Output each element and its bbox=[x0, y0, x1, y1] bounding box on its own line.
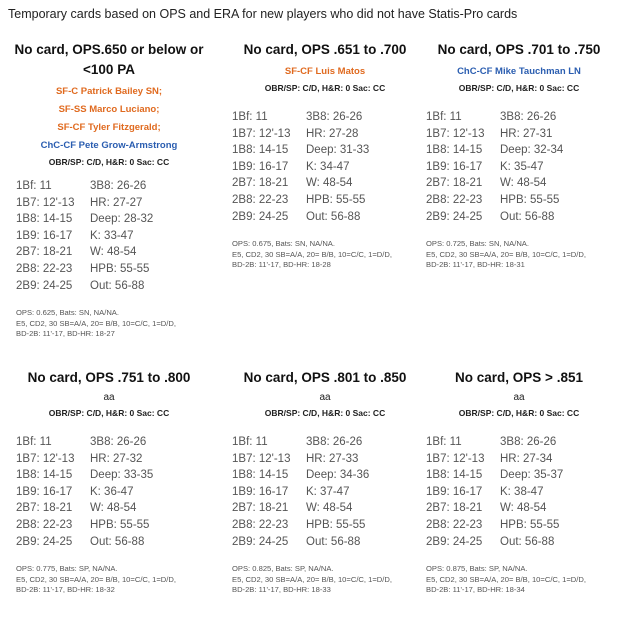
note-line: BD-2B: 11'-17, BD-HR: 18-32 bbox=[16, 584, 115, 594]
result-right: K: 35-47 bbox=[500, 160, 544, 173]
result-right: Deep: 35-37 bbox=[500, 469, 564, 482]
placeholder-text: aa bbox=[513, 392, 525, 403]
card-ops-751-800 bbox=[6, 368, 212, 595]
result-grid bbox=[232, 109, 428, 225]
card-title: No card, OPS .801 to .850 bbox=[243, 370, 407, 385]
note-line: BD-2B: 11'-17, BD-HR: 18-34 bbox=[426, 584, 525, 594]
page-header: Temporary cards based on OPS and ERA for new players who did not have Statis-Pro cards bbox=[8, 7, 518, 21]
card-title: No card, OPS .651 to .700 bbox=[243, 42, 407, 57]
result-right: HPB: 55-55 bbox=[90, 518, 150, 531]
result-right: Deep: 28-32 bbox=[90, 213, 154, 226]
note-line: BD-2B: 11'-17, BD-HR: 18-33 bbox=[232, 584, 331, 594]
note-line: OPS: 0.675, Bats: SN, NA/NA. bbox=[232, 239, 335, 249]
result-right: K: 36-47 bbox=[90, 485, 134, 498]
result-right: HR: 27-31 bbox=[500, 127, 553, 140]
player-list bbox=[222, 63, 428, 81]
note-line: OPS: 0.725, Bats: SN, NA/NA. bbox=[426, 239, 529, 249]
result-left: 1Bf: 11 bbox=[232, 111, 268, 123]
result-left: 1B7: 12'-13 bbox=[16, 452, 75, 465]
result-left: 1B7: 12'-13 bbox=[232, 127, 291, 140]
result-grid bbox=[232, 434, 428, 550]
result-right: W: 48-54 bbox=[500, 177, 547, 190]
result-left: 2B7: 18-21 bbox=[16, 502, 73, 515]
result-right: HPB: 55-55 bbox=[500, 193, 560, 206]
player-name: ChC-CF Pete Grow-Armstrong bbox=[40, 140, 178, 151]
result-right: Deep: 31-33 bbox=[306, 144, 370, 157]
result-right: K: 33-47 bbox=[90, 229, 134, 242]
result-right: W: 48-54 bbox=[306, 177, 353, 190]
player-name: SF-C Patrick Bailey SN; bbox=[55, 86, 163, 97]
result-right: HPB: 55-55 bbox=[306, 193, 366, 206]
note-line: OPS: 0.825, Bats: SP, NA/NA. bbox=[232, 564, 334, 574]
card-title: No card, OPS > .851 bbox=[455, 370, 583, 385]
result-left: 1Bf: 11 bbox=[16, 180, 52, 192]
result-right: HPB: 55-55 bbox=[306, 518, 366, 531]
note-line: OPS: 0.775, Bats: SP, NA/NA. bbox=[16, 564, 118, 574]
result-right: HR: 27-32 bbox=[90, 452, 143, 465]
result-right: Out: 56-88 bbox=[306, 535, 361, 548]
note-line: E5, CD2, 30 SB=A/A, 20= B/B, 10=C/C, 1=D/D, bbox=[232, 574, 392, 584]
card-title: No card, OPS .701 to .750 bbox=[437, 42, 601, 57]
result-grid bbox=[16, 178, 212, 294]
player-name: SF-CF Luis Matos bbox=[284, 66, 366, 77]
result-right: Out: 56-88 bbox=[90, 279, 145, 292]
result-left: 2B8: 22-23 bbox=[232, 193, 289, 206]
note-line: OPS: 0.875, Bats: SP, NA/NA. bbox=[426, 564, 528, 574]
result-left: 2B9: 24-25 bbox=[232, 535, 289, 548]
card-title: No card, OPS.650 or below or <100 PA bbox=[14, 42, 204, 77]
card-rules: OBR/SP: C/D, H&R: 0 Sac: CC bbox=[264, 83, 386, 93]
result-left: 1B9: 16-17 bbox=[426, 160, 483, 173]
result-left: 1B9: 16-17 bbox=[232, 485, 289, 498]
result-left: 1B9: 16-17 bbox=[16, 229, 73, 242]
card-ops-851-above bbox=[416, 368, 622, 595]
result-right: W: 48-54 bbox=[90, 246, 137, 259]
result-left: 2B9: 24-25 bbox=[426, 535, 483, 548]
result-left: 1B8: 14-15 bbox=[16, 469, 73, 482]
result-left: 2B8: 22-23 bbox=[16, 262, 73, 275]
result-right: K: 38-47 bbox=[500, 485, 544, 498]
result-left: 1Bf: 11 bbox=[426, 111, 462, 123]
result-right: Out: 56-88 bbox=[90, 535, 145, 548]
player-name: SF-SS Marco Luciano; bbox=[58, 104, 160, 115]
card-ops-801-850 bbox=[222, 368, 428, 595]
result-left: 1B9: 16-17 bbox=[232, 160, 289, 173]
result-left: 1B7: 12'-13 bbox=[426, 127, 485, 140]
result-right: 3B8: 26-26 bbox=[500, 111, 557, 123]
result-left: 2B8: 22-23 bbox=[426, 193, 483, 206]
result-right: HR: 27-28 bbox=[306, 127, 359, 140]
card-ops-651-700 bbox=[222, 40, 428, 270]
note-line: E5, CD2, 30 SB=A/A, 20= B/B, 10=C/C, 1=D/D, bbox=[16, 318, 176, 328]
result-left: 2B8: 22-23 bbox=[16, 518, 73, 531]
result-right: 3B8: 26-26 bbox=[500, 436, 557, 448]
result-left: 2B7: 18-21 bbox=[232, 177, 289, 190]
note-line: E5, CD2, 30 SB=A/A, 20= B/B, 10=C/C, 1=D/D, bbox=[232, 249, 392, 259]
result-right: 3B8: 26-26 bbox=[306, 436, 363, 448]
result-right: 3B8: 26-26 bbox=[90, 436, 147, 448]
result-right: W: 48-54 bbox=[306, 502, 353, 515]
note-line: BD-2B: 11'-17, BD-HR: 18-31 bbox=[426, 259, 525, 269]
result-right: HPB: 55-55 bbox=[500, 518, 560, 531]
result-left: 1B8: 14-15 bbox=[16, 213, 73, 226]
card-notes bbox=[426, 239, 622, 270]
result-left: 2B9: 24-25 bbox=[16, 535, 73, 548]
card-rules: OBR/SP: C/D, H&R: 0 Sac: CC bbox=[264, 408, 386, 418]
player-list bbox=[6, 83, 212, 155]
result-left: 1B7: 12'-13 bbox=[232, 452, 291, 465]
result-right: Out: 56-88 bbox=[500, 535, 555, 548]
result-left: 2B7: 18-21 bbox=[426, 177, 483, 190]
card-rules: OBR/SP: C/D, H&R: 0 Sac: CC bbox=[48, 408, 170, 418]
note-line: BD-2B: 11'-17, BD-HR: 18-27 bbox=[16, 328, 115, 338]
result-right: HR: 27-33 bbox=[306, 452, 359, 465]
result-left: 2B7: 18-21 bbox=[16, 246, 73, 259]
result-right: K: 34-47 bbox=[306, 160, 350, 173]
card-rules: OBR/SP: C/D, H&R: 0 Sac: CC bbox=[48, 157, 170, 167]
result-left: 2B7: 18-21 bbox=[426, 502, 483, 515]
result-right: Deep: 32-34 bbox=[500, 144, 564, 157]
card-ops-650-below bbox=[6, 40, 212, 339]
result-grid bbox=[426, 434, 622, 550]
result-right: 3B8: 26-26 bbox=[90, 180, 147, 192]
note-line: OPS: 0.625, Bats: SN, NA/NA. bbox=[16, 308, 119, 318]
card-notes bbox=[232, 239, 428, 270]
result-left: 2B9: 24-25 bbox=[426, 210, 483, 223]
card-notes bbox=[232, 564, 428, 595]
result-left: 1B7: 12'-13 bbox=[16, 196, 75, 209]
result-grid bbox=[426, 109, 622, 225]
card-rules: OBR/SP: C/D, H&R: 0 Sac: CC bbox=[458, 83, 580, 93]
result-right: HR: 27-27 bbox=[90, 196, 143, 209]
result-left: 2B8: 22-23 bbox=[232, 518, 289, 531]
result-right: W: 48-54 bbox=[500, 502, 547, 515]
card-notes bbox=[16, 308, 212, 339]
card-title: No card, OPS .751 to .800 bbox=[27, 370, 191, 385]
placeholder-text: aa bbox=[319, 392, 331, 403]
result-left: 1Bf: 11 bbox=[426, 436, 462, 448]
note-line: BD-2B: 11'-17, BD-HR: 18-28 bbox=[232, 259, 331, 269]
result-right: Out: 56-88 bbox=[500, 210, 555, 223]
result-left: 1B8: 14-15 bbox=[232, 469, 289, 482]
result-grid bbox=[16, 434, 212, 550]
note-line: E5, CD2, 30 SB=A/A, 20= B/B, 10=C/C, 1=D/D, bbox=[426, 249, 586, 259]
result-right: HR: 27-34 bbox=[500, 452, 553, 465]
result-right: W: 48-54 bbox=[90, 502, 137, 515]
result-right: Out: 56-88 bbox=[306, 210, 361, 223]
card-notes bbox=[426, 564, 622, 595]
result-left: 2B9: 24-25 bbox=[16, 279, 73, 292]
note-line: E5, CD2, 30 SB=A/A, 20= B/B, 10=C/C, 1=D/D, bbox=[426, 574, 586, 584]
result-right: Deep: 34-36 bbox=[306, 469, 370, 482]
card-rules: OBR/SP: C/D, H&R: 0 Sac: CC bbox=[458, 408, 580, 418]
result-left: 1B7: 12'-13 bbox=[426, 452, 485, 465]
card-notes bbox=[16, 564, 212, 595]
result-left: 2B7: 18-21 bbox=[232, 502, 289, 515]
result-left: 2B9: 24-25 bbox=[232, 210, 289, 223]
player-list bbox=[416, 63, 622, 81]
result-right: 3B8: 26-26 bbox=[306, 111, 363, 123]
placeholder-text: aa bbox=[103, 392, 115, 403]
note-line: E5, CD2, 30 SB=A/A, 20= B/B, 10=C/C, 1=D/D, bbox=[16, 574, 176, 584]
result-left: 1Bf: 11 bbox=[232, 436, 268, 448]
result-left: 1B9: 16-17 bbox=[16, 485, 73, 498]
result-right: Deep: 33-35 bbox=[90, 469, 154, 482]
result-left: 1B8: 14-15 bbox=[426, 144, 483, 157]
card-ops-701-750 bbox=[416, 40, 622, 270]
player-name: SF-CF Tyler Fitzgerald; bbox=[57, 122, 161, 133]
result-left: 1B9: 16-17 bbox=[426, 485, 483, 498]
result-right: K: 37-47 bbox=[306, 485, 350, 498]
player-name: ChC-CF Mike Tauchman LN bbox=[457, 66, 581, 77]
result-left: 2B8: 22-23 bbox=[426, 518, 483, 531]
result-right: HPB: 55-55 bbox=[90, 262, 150, 275]
result-left: 1B8: 14-15 bbox=[426, 469, 483, 482]
result-left: 1Bf: 11 bbox=[16, 436, 52, 448]
result-left: 1B8: 14-15 bbox=[232, 144, 289, 157]
